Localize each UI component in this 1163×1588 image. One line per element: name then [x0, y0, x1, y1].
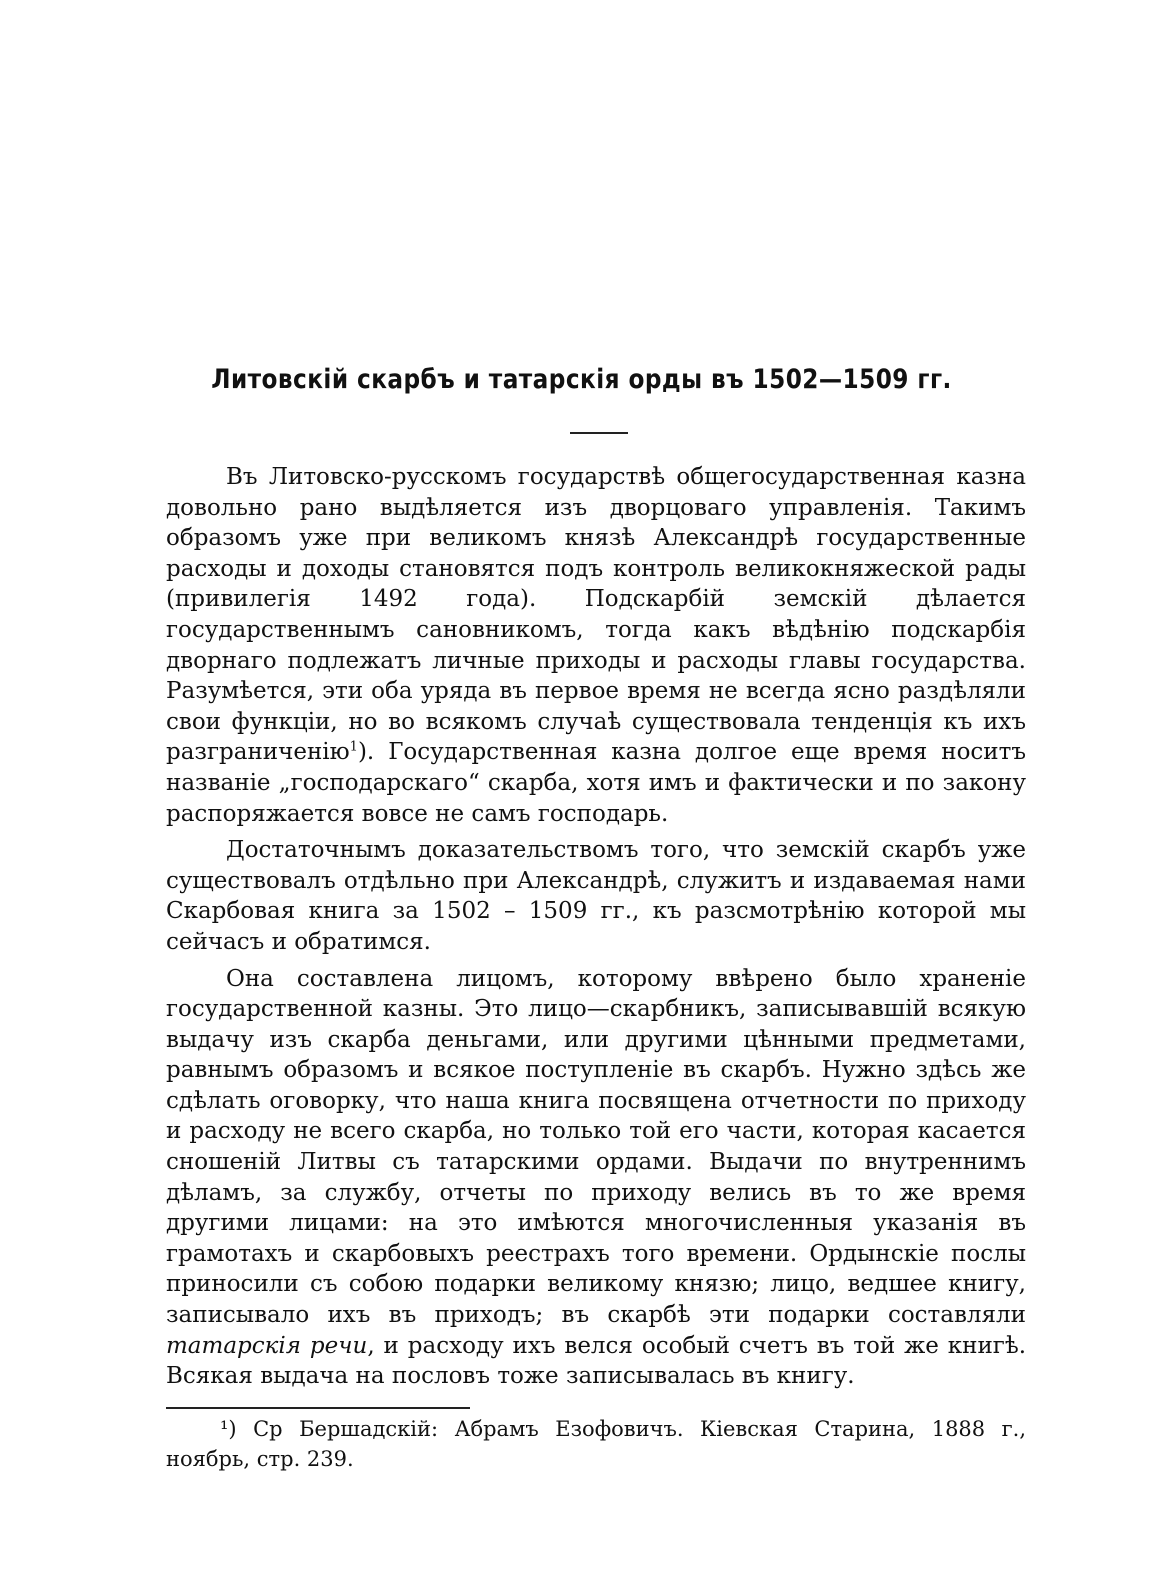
footnote-text: Ср Бершадскій: Абрамъ Езофовичъ. Кіевская Старина, 1888 г., ноябрь, стр. 239.: [166, 1417, 1026, 1471]
paragraph-3: [166, 964, 1026, 1392]
main-text: [166, 462, 1026, 1398]
paragraph-1-text: Въ Литовско-русскомъ государствѣ общегосударственная казна довольно рано выдѣляется изъ дворцоваго управленія. Такимъ образомъ уже при великомъ князѣ Александрѣ государственные расходы и доходы становятся подъ контроль великокняжеской рады (привилегія 1492 года). Подскарбій земскій дѣлается государственнымъ сановникомъ, тогда какъ вѣдѣнію подскарбія дворнаго подлежатъ личные приходы и расходы главы государства. Разумѣется, эти оба уряда въ первое время не всегда ясно раздѣляли свои функціи, но во всякомъ случаѣ существовала тенденція къ ихъ разграниченію: [166, 464, 1026, 766]
title-divider: [570, 432, 628, 434]
page-title: Литовскій скарбъ и татарскія орды въ 1502—1509 гг.: [211, 364, 952, 395]
paragraph-1-continuation: ). Государственная казна долгое еще время носитъ названіе „господарскаго“ скарба, хотя имъ и фактически и по закону распоряжается вовсе не самъ господарь.: [166, 739, 1026, 827]
paragraph-3-continuation: , и расходу ихъ велся особый счетъ въ той же книгѣ. Всякая выдача на пословъ тоже записывалась въ книгу.: [166, 1332, 1027, 1390]
paragraph-3-text: Она составлена лицомъ, которому ввѣрено было храненіе государственной казны. Это лицо—скарбникъ, записывавшій всякую выдачу изъ скарба деньгами, или другими цѣнными предметами, равнымъ образомъ и всякое поступленіе въ скарбъ. Нужно здѣсь же сдѣлать оговорку, что наша книга посвящена отчетности по приходу и расходу не всего скарба, но только той его части, которая касается сношеній Литвы съ татарскими ордами. Выдачи по внутреннимъ дѣламъ, за службу, отчеты по приходу велись въ то же время другими лицами: на это имѣются многочисленныя указанія въ грамотахъ и скарбовыхъ реестрахъ того времени. Ордынскіе послы приносили съ собою подарки великому князю; лицо, ведшее книгу, записывало ихъ въ приходъ; въ скарбѣ эти подарки составляли: [166, 965, 1026, 1329]
footnote: [166, 1414, 1026, 1474]
footnote-marker: ¹): [220, 1417, 237, 1441]
footnote-reference: 1: [349, 739, 358, 755]
footnote-divider: [166, 1407, 470, 1409]
paragraph-2: Достаточнымъ доказательствомъ того, что земскій скарбъ уже существовалъ отдѣльно при Александрѣ, служитъ и издаваемая нами Скарбовая книга за 1502 – 1509 гг., къ разсмотрѣнію которой мы сейчасъ и обратимся.: [166, 837, 1026, 955]
paragraph-1: [166, 462, 1026, 829]
italic-term: татарскія речи: [166, 1332, 368, 1359]
